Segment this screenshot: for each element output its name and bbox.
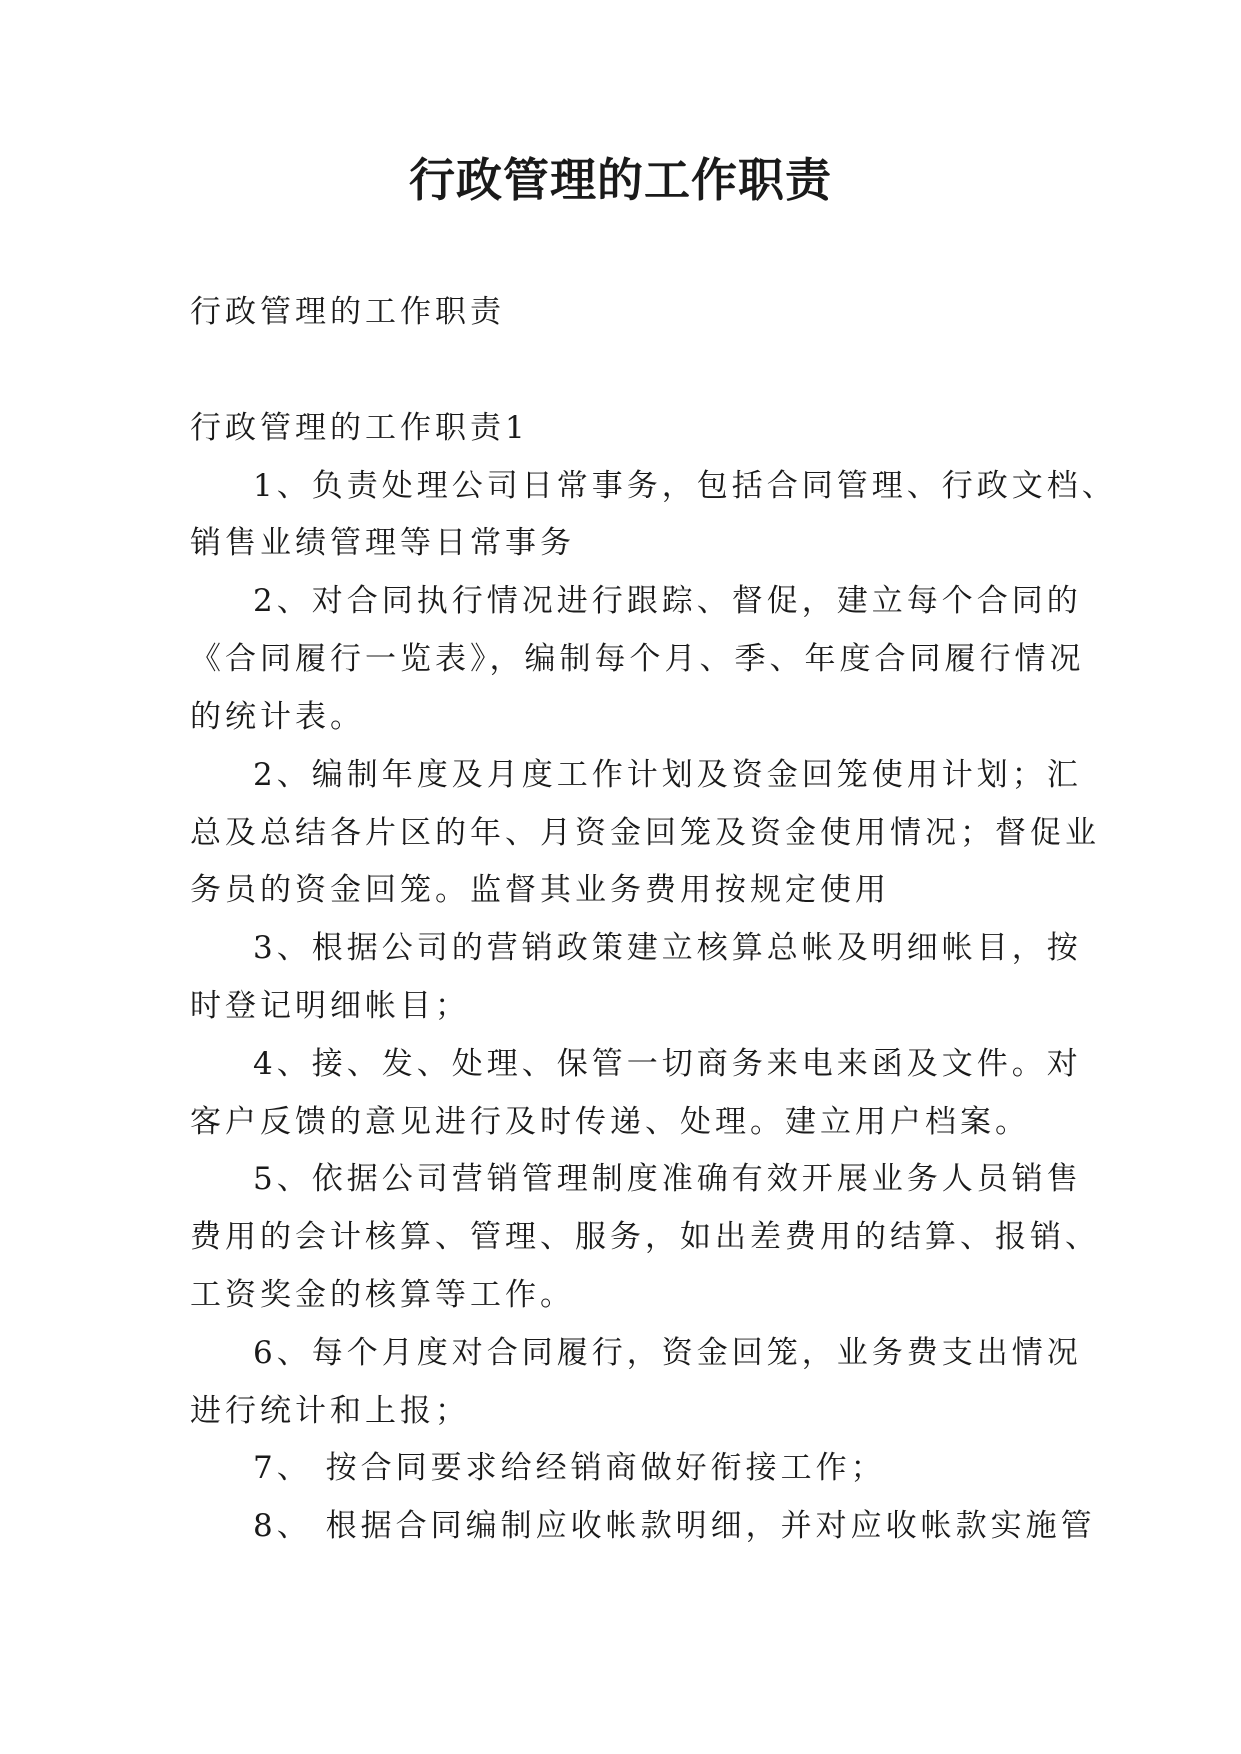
paragraph-line: 进行统计和上报； <box>190 1393 470 1429</box>
paragraph-line: 4、接、发、处理、保管一切商务来电来函及文件。对 <box>253 1046 1082 1082</box>
paragraph-line: 费用的会计核算、管理、服务，如出差费用的结算、报销、 <box>190 1219 1100 1255</box>
paragraph-line: 客户反馈的意见进行及时传递、处理。建立用户档案。 <box>190 1104 1030 1140</box>
paragraph-line: 2、编制年度及月度工作计划及资金回笼使用计划；汇 <box>253 757 1082 793</box>
paragraph-line: 《合同履行一览表》，编制每个月、季、年度合同履行情况 <box>190 641 1085 677</box>
section-heading: 行政管理的工作职责1 <box>190 410 529 446</box>
paragraph-line: 工资奖金的核算等工作。 <box>190 1277 575 1313</box>
paragraph-line: 的统计表。 <box>190 699 365 735</box>
paragraph-line: 1、负责处理公司日常事务，包括合同管理、行政文档、 <box>253 468 1117 504</box>
document-subtitle: 行政管理的工作职责 <box>190 294 505 330</box>
paragraph-line: 8、 根据合同编制应收帐款明细，并对应收帐款实施管 <box>253 1508 1096 1544</box>
paragraph-line: 6、每个月度对合同履行，资金回笼，业务费支出情况 <box>253 1335 1082 1371</box>
paragraph-line: 7、 按合同要求给经销商做好衔接工作； <box>253 1450 886 1486</box>
paragraph-line: 2、对合同执行情况进行跟踪、督促，建立每个合同的 <box>253 583 1082 619</box>
document-title: 行政管理的工作职责 <box>409 153 832 207</box>
paragraph-line: 销售业绩管理等日常事务 <box>190 525 575 561</box>
paragraph-line: 5、依据公司营销管理制度准确有效开展业务人员销售 <box>253 1161 1082 1197</box>
paragraph-line: 总及总结各片区的年、月资金回笼及资金使用情况；督促业 <box>190 815 1100 851</box>
paragraph-line: 务员的资金回笼。监督其业务费用按规定使用 <box>190 872 890 908</box>
paragraph-line: 时登记明细帐目； <box>190 988 470 1024</box>
paragraph-line: 3、根据公司的营销政策建立核算总帐及明细帐目，按 <box>253 930 1082 966</box>
